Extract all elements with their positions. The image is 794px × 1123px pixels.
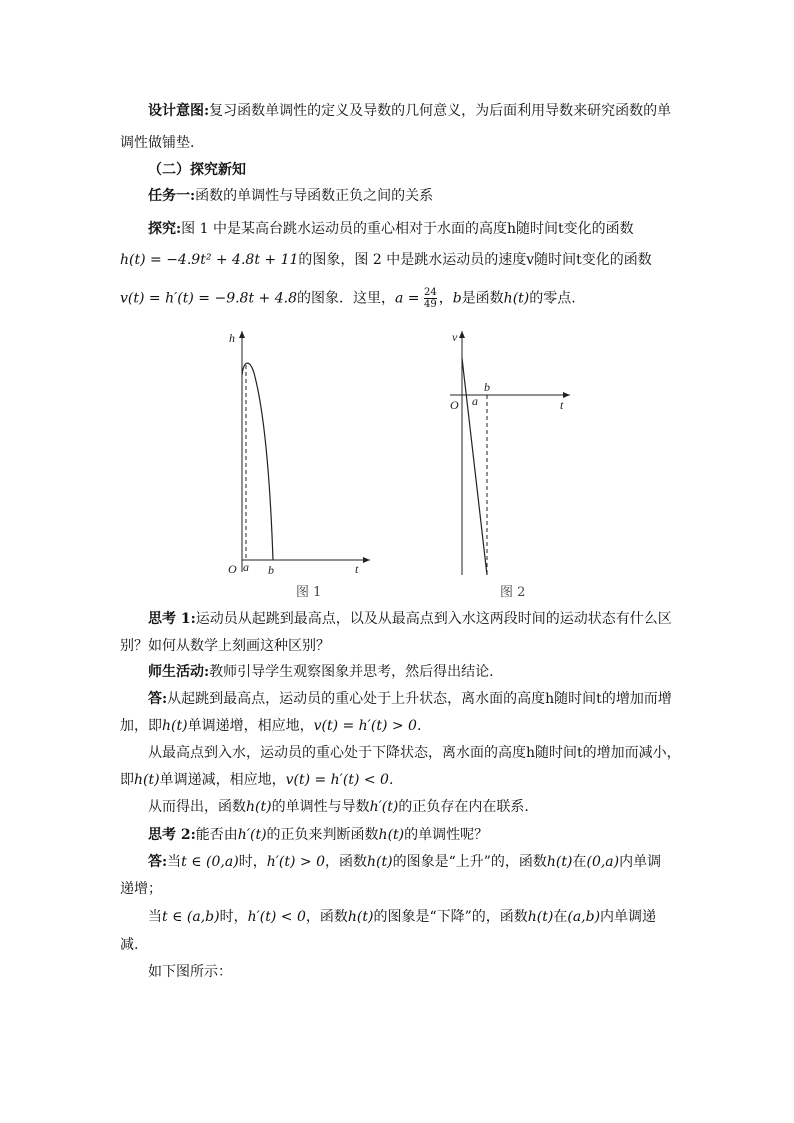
answer1-text-2a: 加，即 xyxy=(120,718,162,734)
interval-condition: t ∈ (a,b) xyxy=(162,909,220,925)
h-of-t: h(t) xyxy=(162,718,188,734)
explore-text-2: 的图象，图 2 中是跳水运动员的速度v随时间t变化的函数 xyxy=(298,252,652,268)
think2-text-b: 的正负来判断函数 xyxy=(266,827,379,843)
answer1-line-4 xyxy=(120,770,393,790)
b-symbol: b xyxy=(452,290,462,307)
answer2-text-3e: 的图象是“下降”的，函数 xyxy=(373,909,528,925)
answer1-line-3: 从最高点到入水，运动员的重心处于下降状态，离水面的高度h随时间t的增加而减小， xyxy=(148,745,681,761)
negative-derivative-formula: v(t) = h′(t) < 0 xyxy=(285,772,389,788)
fig1-origin-label: O xyxy=(228,562,237,576)
height-formula: h(t) = −4.9t² + 4.8t + 11 xyxy=(120,252,299,268)
think2-label: 思考 2: xyxy=(148,827,196,843)
think1-line-1 xyxy=(148,609,672,629)
answer2-text-1e: 的图象是“上升”的，函数 xyxy=(392,854,547,870)
answer1-line-2 xyxy=(120,716,421,736)
figure-2 xyxy=(445,325,580,580)
answer1-text-4c: . xyxy=(388,772,394,788)
explore-text-3c: 是函数 xyxy=(461,290,504,307)
fig2-x-arrow xyxy=(563,392,570,398)
section-title: （二）探究新知 xyxy=(148,162,246,178)
design-intent-line-2: 调性做铺垫. xyxy=(120,135,195,151)
fig2-b-label: b xyxy=(484,380,490,394)
h-of-t: h(t) xyxy=(546,854,573,870)
answer2-label: 答: xyxy=(148,854,168,870)
answer1-label: 答: xyxy=(148,691,168,707)
derivative-condition: h′(t) > 0 xyxy=(266,854,325,870)
answer1-line-1 xyxy=(148,689,672,709)
answer1-text-5c: 的正负存在内在联系. xyxy=(398,799,529,815)
answer1-line-5 xyxy=(148,797,529,817)
think2-text-c: 的单调性呢？ xyxy=(404,827,489,843)
h-of-t: h(t) xyxy=(378,827,405,843)
answer2-line-5: 如下图所示： xyxy=(148,964,232,980)
figure-2-caption: 图 2 xyxy=(500,585,526,600)
derivative-condition: h′(t) < 0 xyxy=(247,909,306,925)
think1-text-1: 运动员从起跳到最高点，以及从最高点到入水这两段时间的运动状态有什么区 xyxy=(195,611,672,627)
fig1-y-label: h xyxy=(229,331,235,345)
answer1-text-2c: . xyxy=(416,718,422,734)
fig1-a-label: a xyxy=(243,560,249,574)
fig1-height-curve xyxy=(242,363,273,560)
h-of-t: h(t) xyxy=(527,909,554,925)
think2-line xyxy=(148,825,488,845)
answer1-text-4b: 单调递减，相应地， xyxy=(159,772,286,788)
explore-label: 探究: xyxy=(148,221,182,237)
interval-condition: t ∈ (0,a) xyxy=(181,854,239,870)
answer2-text-1a: 当 xyxy=(167,854,182,870)
fig2-y-arrow xyxy=(459,331,465,338)
h-prime-of-t: h′(t) xyxy=(369,799,399,815)
answer2-line-4: 减. xyxy=(120,937,139,953)
h-of-t: h(t) xyxy=(503,290,530,307)
task1-label: 任务一: xyxy=(148,188,196,204)
explore-line-3 xyxy=(120,287,576,310)
answer1-text-2b: 单调递增，相应地， xyxy=(187,718,314,734)
answer2-text-3c: ，函数 xyxy=(305,909,348,925)
answer2-line-1 xyxy=(148,852,661,872)
interval: (a,b) xyxy=(567,909,601,925)
design-intent-label: 设计意图: xyxy=(148,103,210,119)
think1-line-2: 别？如何从数学上刻画这种区别？ xyxy=(120,638,330,654)
answer1-text-5b: 的单调性与导数 xyxy=(271,799,370,815)
a-symbol: a = xyxy=(394,290,424,307)
figure-1-caption: 图 1 xyxy=(296,585,322,600)
h-of-t: h(t) xyxy=(134,772,160,788)
design-intent-text: 复习函数单调性的定义及导数的几何意义，为后面利用导数来研究函数的单 xyxy=(209,103,672,119)
velocity-formula: v(t) = h′(t) = −9.8t + 4.8 xyxy=(120,290,297,307)
fig1-x-label: t xyxy=(355,562,359,576)
explore-text-1: 图 1 中是某高台跳水运动员的重心相对于水面的高度h随时间t变化的函数 xyxy=(181,221,634,237)
h-of-t: h(t) xyxy=(347,909,374,925)
answer2-text-3g: 内单调递 xyxy=(600,909,657,925)
fig2-a-label: a xyxy=(472,394,478,408)
h-prime-of-t: h′(t) xyxy=(237,827,267,843)
answer2-text-1g: 内单调 xyxy=(619,854,662,870)
activity-text: 教师引导学生观察图象并思考，然后得出结论. xyxy=(209,664,494,680)
think2-text-a: 能否由 xyxy=(195,827,238,843)
answer2-text-1b: 时， xyxy=(238,854,267,870)
fig1-b-label: b xyxy=(268,563,274,577)
answer1-text-5a: 从而得出，函数 xyxy=(148,799,246,815)
fig1-y-arrow xyxy=(239,331,245,338)
fraction-denominator: 49 xyxy=(423,299,437,310)
h-of-t: h(t) xyxy=(367,854,393,870)
fig2-x-label: t xyxy=(560,398,564,412)
answer2-text-1f: 在 xyxy=(572,854,587,870)
fig2-y-label: v xyxy=(452,330,458,344)
fig2-origin-label: O xyxy=(450,398,459,412)
answer2-text-3f: 在 xyxy=(553,909,568,925)
explore-line-1 xyxy=(148,219,634,239)
activity-line xyxy=(148,662,494,682)
answer2-line-3 xyxy=(148,907,656,927)
task1-line xyxy=(148,186,433,206)
answer2-text-3b: 时， xyxy=(219,909,248,925)
answer1-text-1: 从起跳到最高点，运动员的重心处于上升状态，离水面的高度h随时间t的增加而增 xyxy=(167,691,672,707)
design-intent-line-1 xyxy=(148,101,671,121)
think1-label: 思考 1: xyxy=(148,611,196,627)
answer2-line-2: 递增； xyxy=(120,881,162,897)
answer2-text-3a: 当 xyxy=(148,909,162,925)
figure-1 xyxy=(220,325,380,580)
fraction-numerator: 24 xyxy=(423,287,437,298)
explore-line-2 xyxy=(120,250,652,270)
explore-text-3d: 的零点. xyxy=(529,290,576,307)
task1-text: 函数的单调性与导函数正负之间的关系 xyxy=(195,188,434,204)
answer1-text-4a: 即 xyxy=(120,772,134,788)
activity-label: 师生活动: xyxy=(148,664,210,680)
interval: (0,a) xyxy=(586,854,620,870)
a-fraction xyxy=(424,287,437,310)
positive-derivative-formula: v(t) = h′(t) > 0 xyxy=(313,718,417,734)
explore-text-3a: 的图象．这里， xyxy=(296,290,395,307)
answer2-text-1c: ，函数 xyxy=(325,854,367,870)
h-of-t: h(t) xyxy=(246,799,272,815)
fig1-x-arrow xyxy=(363,557,370,563)
explore-text-3b: ， xyxy=(438,290,453,307)
